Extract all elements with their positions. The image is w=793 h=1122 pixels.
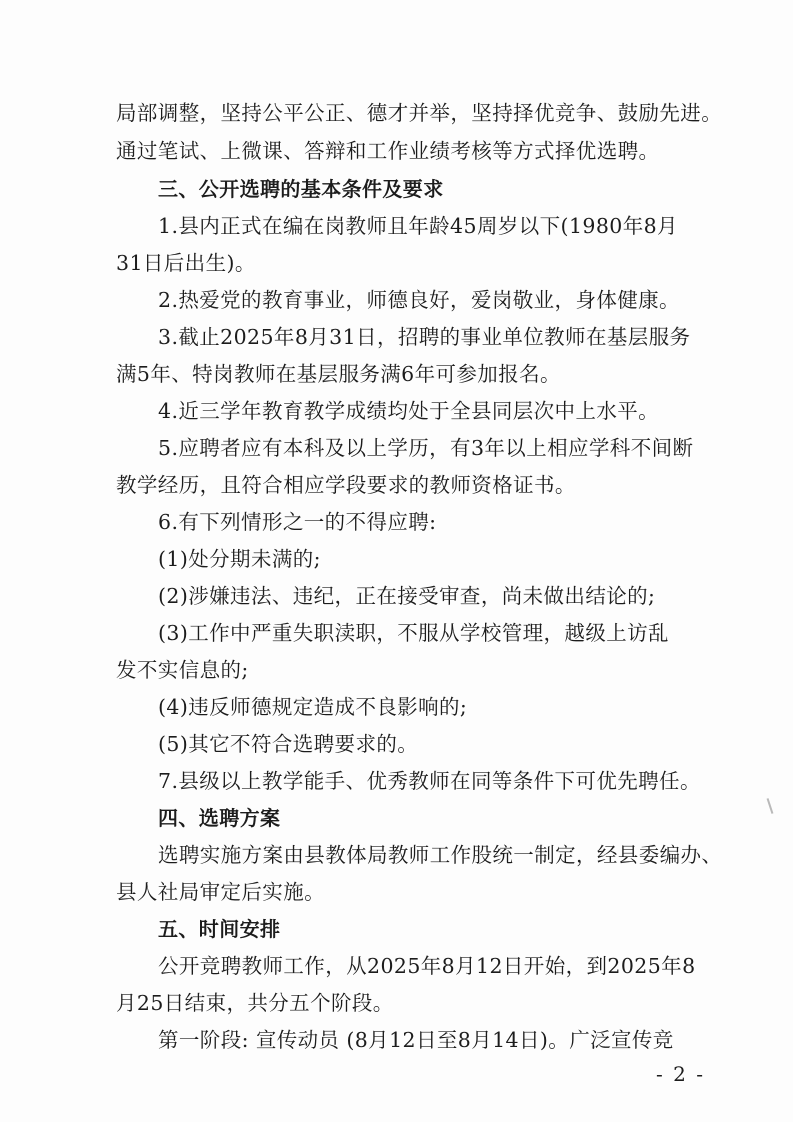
paragraph-line: 7.县级以上教学能手、优秀教师在同等条件下可优先聘任。 xyxy=(158,769,701,793)
paragraph-line: 教学经历，且符合相应学段要求的教师资格证书。 xyxy=(116,473,576,497)
paragraph-line: 县人社局审定后实施。 xyxy=(116,880,325,904)
paragraph-line: 第一阶段: 宣传动员 (8月12日至8月14日)。广泛宣传竞 xyxy=(158,1028,674,1052)
paragraph-line: 5.应聘者应有本科及以上学历，有3年以上相应学科不间断 xyxy=(158,436,694,460)
section-heading-5: 五、时间安排 xyxy=(158,917,281,941)
paragraph-line: 1.县内正式在编在岗教师且年龄45周岁以下(1980年8月 xyxy=(158,214,678,238)
paragraph-line: 31日后出生)。 xyxy=(116,251,256,275)
paragraph-line: (3)工作中严重失职渎职，不服从学校管理，越级上访乱 xyxy=(158,621,669,645)
page-number: - 2 - xyxy=(656,1062,705,1086)
paragraph-line: 公开竞聘教师工作，从2025年8月12日开始，到2025年8 xyxy=(158,954,696,978)
scan-mark xyxy=(767,798,774,814)
paragraph-line: 选聘实施方案由县教体局教师工作股统一制定，经县委编办、 xyxy=(158,843,723,867)
paragraph-line: (4)违反师德规定造成不良影响的; xyxy=(158,695,468,719)
paragraph-line: (1)处分期未满的; xyxy=(158,547,321,571)
paragraph-line: 发不实信息的; xyxy=(116,658,249,682)
paragraph-line: 2.热爱党的教育事业，师德良好，爱岗敬业，身体健康。 xyxy=(158,288,680,312)
paragraph-line: 通过笔试、上微课、答辩和工作业绩考核等方式择优选聘。 xyxy=(116,139,660,163)
paragraph-line: 局部调整，坚持公平公正、德才并举，坚持择优竞争、鼓励先进。 xyxy=(116,101,723,125)
paragraph-line: 4.近三学年教育教学成绩均处于全县同层次中上水平。 xyxy=(158,399,660,423)
paragraph-line: 月25日结束，共分五个阶段。 xyxy=(116,991,394,1015)
section-heading-4: 四、选聘方案 xyxy=(158,806,281,830)
section-heading-3: 三、公开选聘的基本条件及要求 xyxy=(158,177,444,201)
paragraph-line: (2)涉嫌违法、违纪，正在接受审查，尚未做出结论的; xyxy=(158,584,656,608)
paragraph-line: 满5年、特岗教师在基层服务满6年可参加报名。 xyxy=(116,362,561,386)
paragraph-line: 3.截止2025年8月31日，招聘的事业单位教师在基层服务 xyxy=(158,325,691,349)
paragraph-line: 6.有下列情形之一的不得应聘: xyxy=(158,510,437,534)
paragraph-line: (5)其它不符合选聘要求的。 xyxy=(158,732,419,756)
